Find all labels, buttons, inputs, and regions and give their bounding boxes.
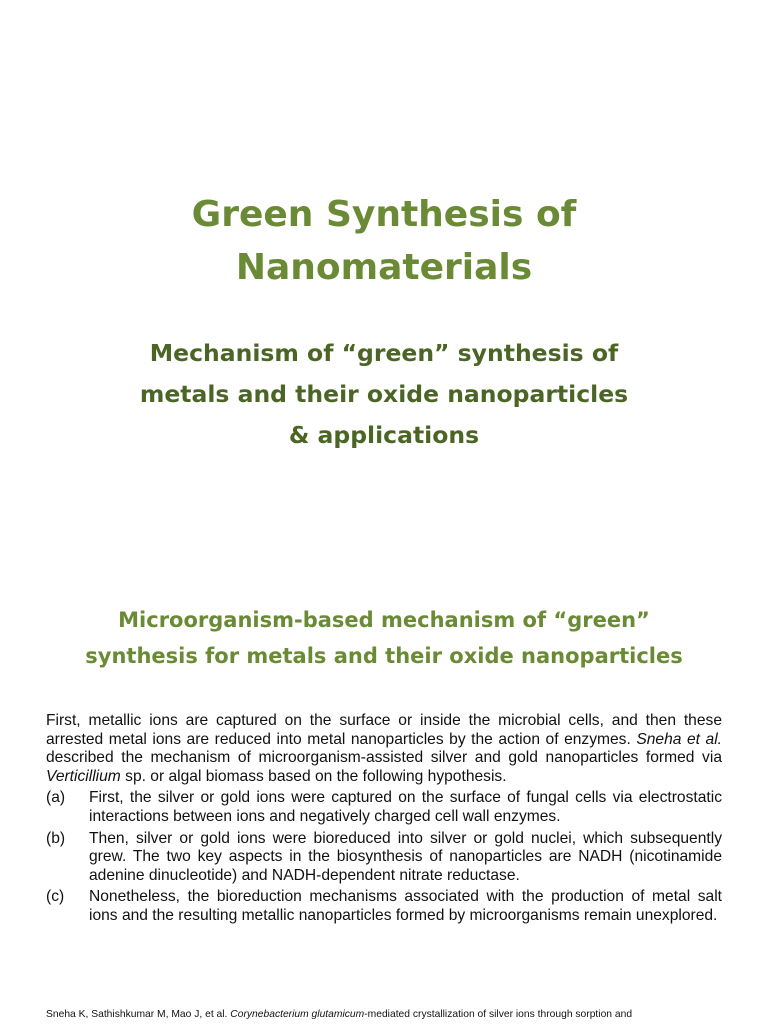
intro-part-3: sp. or algal biomass based on the following hypothesis.	[120, 767, 507, 785]
intro-paragraph	[46, 712, 722, 786]
body-text	[46, 712, 722, 926]
subtitle-line-2: metals and their oxide nanoparticles	[139, 380, 629, 408]
slide-subtitle	[0, 333, 768, 456]
intro-part-1: First, metallic ions are captured on the surface or inside the microbial cells, and then these arrested metal ions are reduced into metal nanoparticles by the action of enzymes.	[46, 712, 722, 748]
title-line-2: Nanomaterials	[235, 247, 533, 288]
section-heading	[0, 602, 768, 674]
subtitle-line-1: Mechanism of “green” synthesis of	[149, 339, 619, 367]
reference-citation	[46, 1008, 722, 1021]
intro-part-2: described the mechanism of microorganism-assisted silver and gold nanoparticles formed via	[46, 749, 722, 767]
subtitle-line-3: & applications	[288, 421, 480, 449]
intro-genus: Verticillium	[46, 767, 121, 785]
reference-species: Corynebacterium glutamicum	[230, 1009, 365, 1020]
heading-line-1: Microorganism-based mechanism of “green”	[118, 608, 650, 632]
list-item-text: Nonetheless, the bioreduction mechanisms associated with the production of metal salt ions and the resulting metallic nanoparticles formed by microorganisms remain unexplored.	[89, 888, 722, 924]
reference-part-2: -mediated crystallization of silver ions through sorption and	[364, 1009, 633, 1020]
list-item	[46, 888, 722, 925]
title-line-1: Green Synthesis of	[191, 194, 577, 235]
reference-part-1: Sneha K, Sathishkumar M, Mao J, et al.	[46, 1009, 231, 1020]
intro-authors: Sneha et al.	[636, 730, 723, 748]
list-item-label: (b)	[46, 829, 66, 847]
list-item	[46, 789, 722, 826]
list-item-label: (c)	[46, 888, 65, 906]
list-item-text: First, the silver or gold ions were captured on the surface of fungal cells via electrostatic interactions between ions and negatively charged cell wall enzymes.	[89, 789, 722, 825]
list-item-text: Then, silver or gold ions were bioreduced into silver or gold nuclei, which subsequently grew. The two key aspects in the biosynthesis of nanoparticles are NADH (nicotinamide adenine dinucleotide) and NADH-dependent nitrate reductase.	[89, 829, 722, 884]
heading-line-2: synthesis for metals and their oxide nanoparticles	[85, 644, 683, 668]
hypothesis-list	[46, 789, 722, 925]
list-item-label: (a)	[46, 789, 66, 807]
content-slide	[0, 570, 768, 1024]
list-item	[46, 830, 722, 886]
slide-title	[0, 188, 768, 294]
